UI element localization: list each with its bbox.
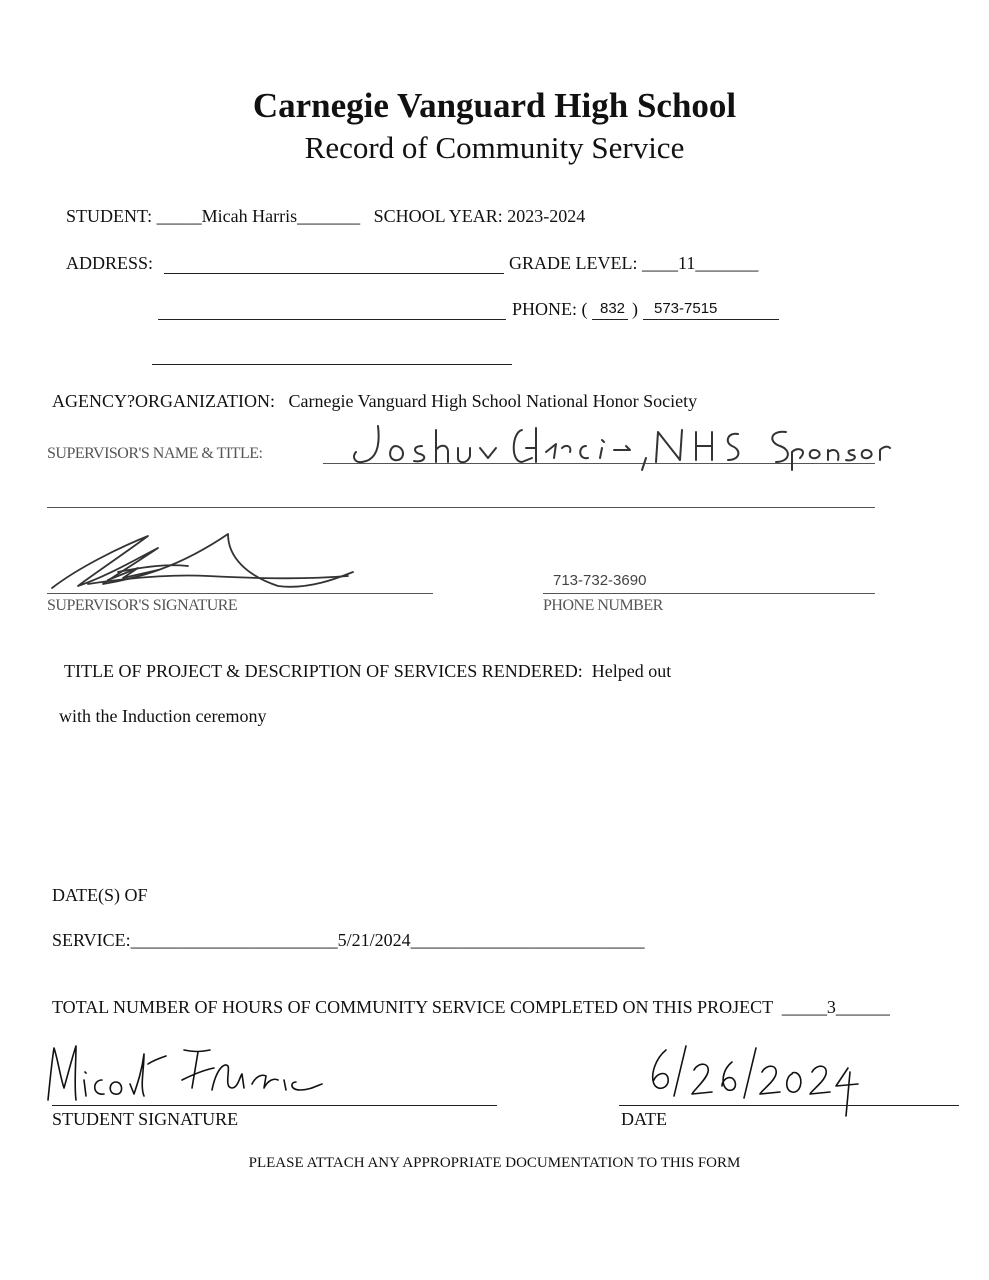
project-description-line-1[interactable]: Helped out [591, 661, 672, 681]
dates-label-line-2: SERVICE: [52, 930, 131, 950]
address-line-1[interactable] [164, 273, 504, 274]
student-pre-blank: _____ [156, 206, 202, 226]
project-label: TITLE OF PROJECT & DESCRIPTION OF SERVICES RENDERED: [64, 661, 583, 681]
hours-row [52, 997, 890, 1018]
date-signed-handwriting[interactable] [640, 1040, 860, 1120]
hours-pre-blank: _____ [781, 997, 827, 1017]
dates-row [52, 930, 645, 951]
phone-area-code-field[interactable]: 832 [600, 300, 626, 317]
address-line-3[interactable] [152, 364, 512, 365]
student-signature-line [52, 1105, 497, 1106]
date-signed-line [619, 1105, 959, 1106]
grade-level-field[interactable]: 11 [677, 253, 696, 273]
dates-pre-blank: _______________________ [130, 930, 338, 950]
phone-number-line [643, 319, 779, 320]
date-signed-label: DATE [621, 1109, 667, 1129]
dates-post-blank: __________________________ [410, 930, 645, 950]
phone-label: PHONE: [512, 299, 578, 319]
student-row [66, 206, 585, 227]
grade-label: GRADE LEVEL: [509, 253, 638, 273]
supervisor-name-handwriting[interactable] [340, 418, 900, 478]
student-label: STUDENT: [66, 206, 153, 226]
dates-field[interactable]: 5/21/2024 [337, 930, 411, 950]
hours-field[interactable]: 3 [826, 997, 836, 1017]
footer-note: PLEASE ATTACH ANY APPROPRIATE DOCUMENTATION TO THIS FORM [248, 1155, 741, 1171]
student-name-field[interactable]: Micah Harris [201, 206, 298, 226]
grade-row [509, 253, 758, 274]
student-post-blank: _______ [297, 206, 361, 226]
supervisor-phone-label: PHONE NUMBER [543, 597, 663, 614]
supervisor-extra-line [47, 507, 875, 508]
supervisor-signature-label: SUPERVISOR'S SIGNATURE [47, 597, 238, 614]
address-label: ADDRESS: [66, 253, 154, 273]
phone-area-line [592, 319, 628, 320]
form-title: Record of Community Service [304, 130, 685, 165]
phone-label-group: PHONE: ( [512, 299, 588, 319]
phone-number-field[interactable]: 573-7515 [654, 300, 718, 317]
agency-label: AGENCY?ORGANIZATION: [52, 391, 275, 411]
hours-post-blank: ______ [835, 997, 890, 1017]
phone-paren-close: ) [632, 299, 638, 319]
supervisor-signature-scribble[interactable] [48, 528, 368, 608]
student-signature-label: STUDENT SIGNATURE [52, 1109, 239, 1129]
student-signature-scribble[interactable] [44, 1040, 334, 1110]
school-name: Carnegie Vanguard High School [252, 86, 737, 125]
supervisor-name-label: SUPERVISOR'S NAME & TITLE: [47, 445, 263, 462]
hours-label: TOTAL NUMBER OF HOURS OF COMMUNITY SERVICE COMPLETED ON THIS PROJECT [52, 997, 773, 1017]
supervisor-phone-line [543, 593, 875, 594]
address-line-2[interactable] [158, 319, 506, 320]
grade-post-blank: _______ [695, 253, 759, 273]
supervisor-signature-line [47, 593, 433, 594]
school-year-label: SCHOOL YEAR: [373, 206, 503, 226]
school-year-field[interactable]: 2023-2024 [507, 206, 586, 226]
agency-field[interactable]: Carnegie Vanguard High School National Honor Society [288, 391, 698, 411]
project-description-line-2[interactable]: with the Induction ceremony [59, 706, 267, 726]
supervisor-phone-field[interactable]: 713-732-3690 [553, 572, 647, 589]
agency-row [52, 391, 697, 412]
dates-label-line-1: DATE(S) OF [52, 885, 148, 905]
project-row [64, 661, 671, 682]
grade-pre-blank: ____ [641, 253, 678, 273]
